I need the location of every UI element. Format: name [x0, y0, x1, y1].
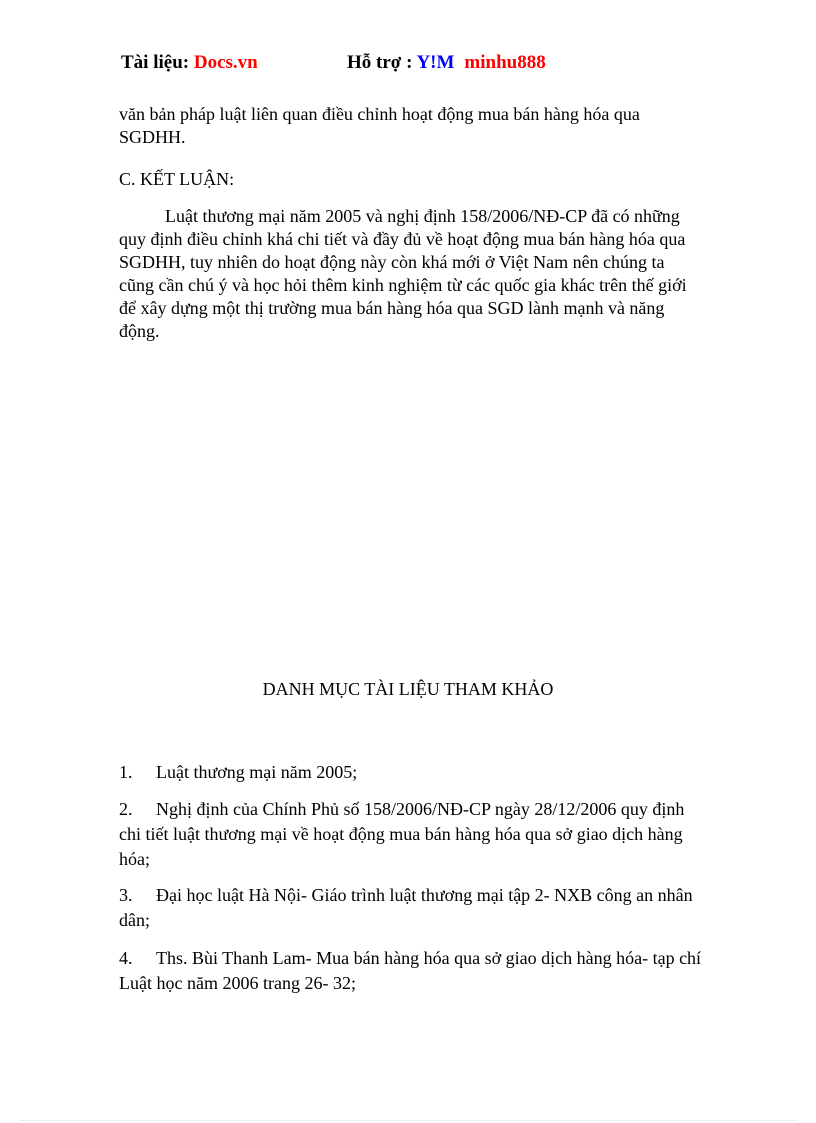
- reference-item-3: [119, 883, 704, 933]
- support-separator: :: [401, 52, 417, 73]
- reference-text: Ths. Bùi Thanh Lam- Mua bán hàng hóa qua sở giao dịch hàng hóa- tạp chí Luật học năm 2006 trang 26- 32;: [119, 948, 702, 993]
- para-top: văn bản pháp luật liên quan điều chỉnh hoạt động mua bán hàng hóa qua SGDHH.: [119, 104, 640, 147]
- reference-number: 3.: [119, 885, 133, 905]
- ym-label: Y!M: [416, 52, 455, 73]
- reference-item-2: [119, 797, 704, 872]
- reference-text: Luật thương mại năm 2005;: [156, 762, 358, 782]
- reference-item-4: [119, 946, 704, 996]
- reference-number: 2.: [119, 799, 133, 819]
- conclusion-paragraph: Luật thương mại năm 2005 và nghị định 158/2006/NĐ-CP đã có những quy định điều chỉnh khá chi tiết và đầy đủ về hoạt động mua bán hàng hóa qua SGDHH, tuy nhiên do hoạt động này còn khá mới ở Việt Nam nên chúng ta cũng cần chú ý và học hỏi thêm kinh nghiệm từ các quốc gia khác trên thế giới để xây dựng một thị trường mua bán hàng hóa qua SGD lành mạnh và năng động.: [119, 206, 687, 341]
- reference-item-1: [119, 760, 704, 785]
- reference-text: Nghị định của Chính Phủ số 158/2006/NĐ-CP ngày 28/12/2006 quy định chi tiết luật thương mại về hoạt động mua bán hàng hóa qua sở giao dịch hàng hóa;: [119, 799, 685, 869]
- doc-label: Tài liệu: [121, 52, 183, 73]
- conclusion-heading: C. KẾT LUẬN:: [119, 169, 235, 189]
- reference-number: 1.: [119, 762, 133, 782]
- references-title: DANH MỤC TÀI LIỆU THAM KHẢO: [262, 679, 554, 699]
- support-nick: minhu888: [464, 52, 546, 73]
- doc-site-link[interactable]: Docs.vn: [193, 52, 258, 73]
- reference-text: Đại học luật Hà Nội- Giáo trình luật thương mại tập 2- NXB công an nhân dân;: [119, 885, 693, 930]
- page-bottom-divider: [20, 1120, 796, 1121]
- doc-colon: :: [182, 52, 194, 73]
- reference-number: 4.: [119, 948, 133, 968]
- page-header: [121, 52, 546, 74]
- support-label: Hỗ trợ: [347, 52, 402, 73]
- support-info: [347, 52, 546, 74]
